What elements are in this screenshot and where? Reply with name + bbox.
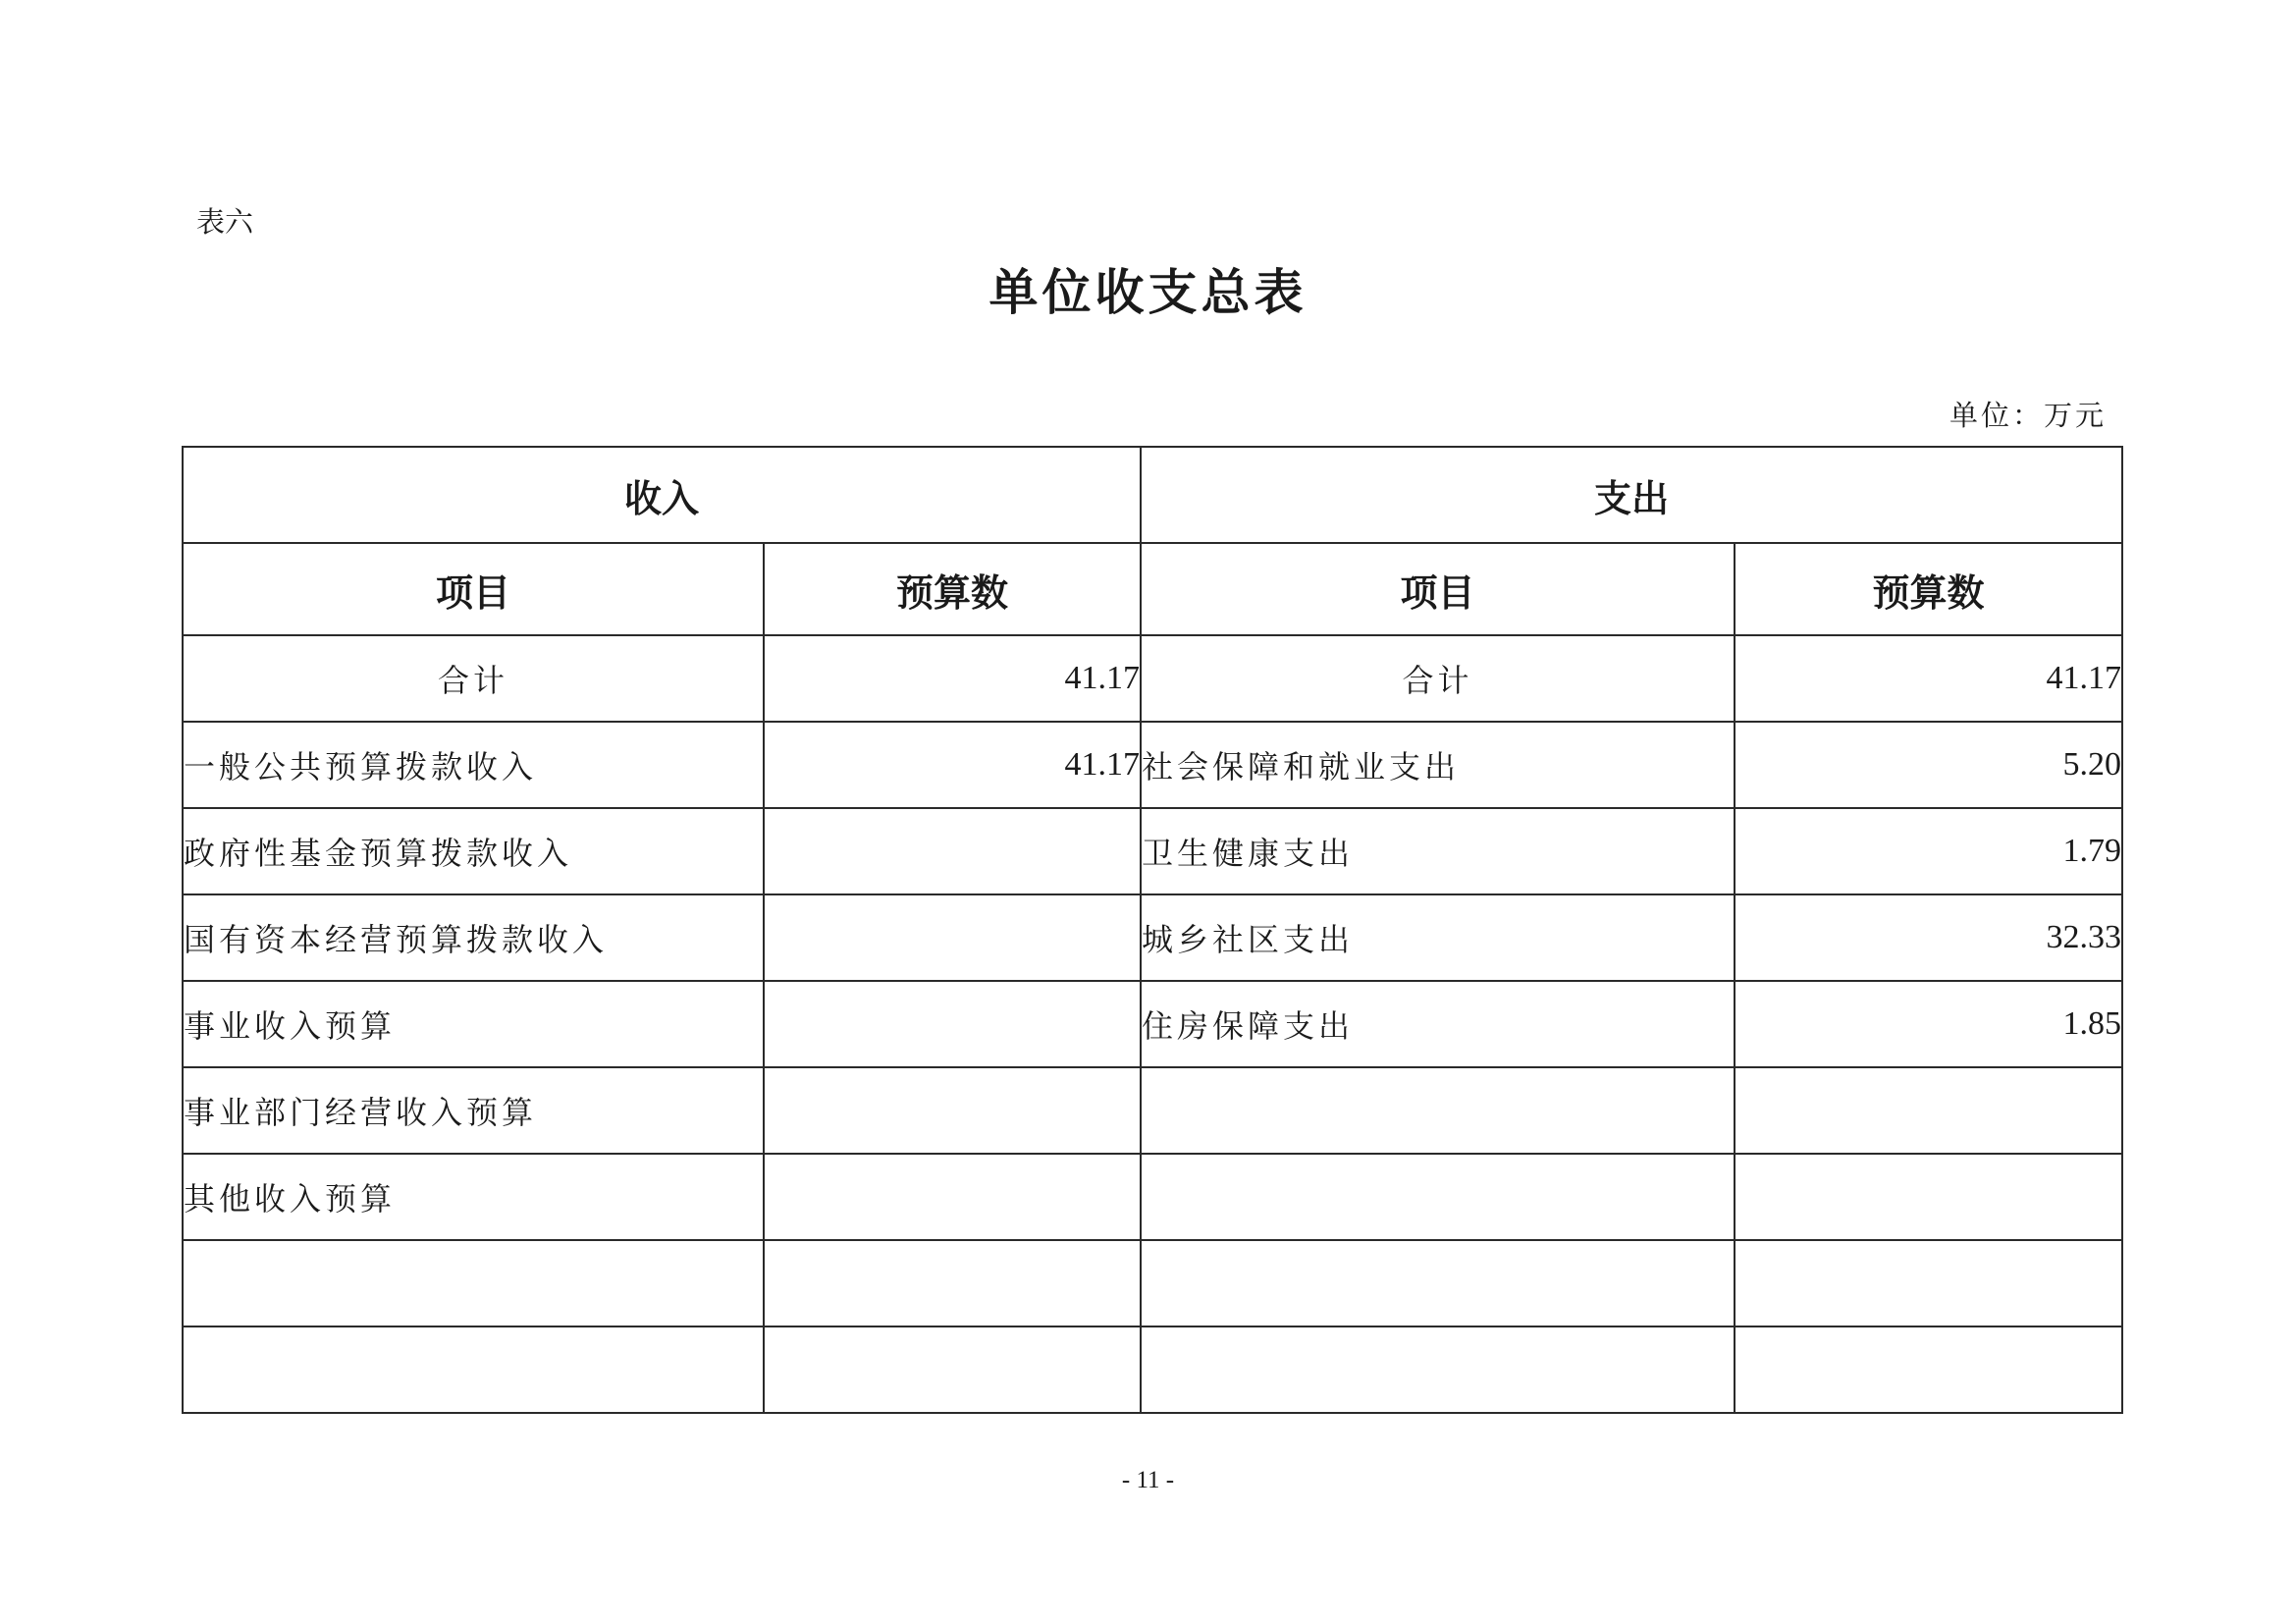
expense-item	[1141, 1067, 1735, 1154]
table-row	[183, 1240, 2122, 1326]
table-row	[183, 1154, 2122, 1240]
income-value	[764, 894, 1141, 981]
expense-total-value: 41.17	[1735, 635, 2122, 722]
expense-value: 32.33	[1735, 894, 2122, 981]
income-item: 其他收入预算	[183, 1154, 764, 1240]
income-total-value: 41.17	[764, 635, 1141, 722]
expense-value	[1735, 1326, 2122, 1413]
income-item	[183, 1240, 764, 1326]
income-value	[764, 1154, 1141, 1240]
expense-value	[1735, 1067, 2122, 1154]
expense-item: 住房保障支出	[1141, 981, 1735, 1067]
table-label: 表六	[196, 205, 254, 239]
page-number: - 11 -	[1121, 1467, 1175, 1493]
income-item: 事业收入预算	[183, 981, 764, 1067]
table-row	[183, 1067, 2122, 1154]
table-row	[183, 808, 2122, 894]
expense-item: 城乡社区支出	[1141, 894, 1735, 981]
table-row	[183, 894, 2122, 981]
expense-item	[1141, 1326, 1735, 1413]
income-item-header: 项目	[183, 543, 764, 635]
income-item: 国有资本经营预算拨款收入	[183, 894, 764, 981]
column-header-row	[183, 543, 2122, 635]
income-item: 政府性基金预算拨款收入	[183, 808, 764, 894]
income-value	[764, 1326, 1141, 1413]
income-value	[764, 981, 1141, 1067]
expense-budget-header: 预算数	[1735, 543, 2122, 635]
expense-value	[1735, 1240, 2122, 1326]
expense-item	[1141, 1240, 1735, 1326]
group-header-row	[183, 447, 2122, 543]
expense-value: 1.85	[1735, 981, 2122, 1067]
expense-total-label: 合计	[1141, 635, 1735, 722]
expense-group-header: 支出	[1141, 447, 2122, 543]
income-item: 一般公共预算拨款收入	[183, 722, 764, 808]
expense-value: 5.20	[1735, 722, 2122, 808]
expense-item-header: 项目	[1141, 543, 1735, 635]
expense-value: 1.79	[1735, 808, 2122, 894]
expense-item	[1141, 1154, 1735, 1240]
income-value	[764, 808, 1141, 894]
income-item: 事业部门经营收入预算	[183, 1067, 764, 1154]
income-total-label: 合计	[183, 635, 764, 722]
unit-label: 单位：万元	[1949, 399, 2107, 432]
expense-item: 卫生健康支出	[1141, 808, 1735, 894]
income-group-header: 收入	[183, 447, 1141, 543]
income-value	[764, 1067, 1141, 1154]
table-row	[183, 722, 2122, 808]
page-title: 单位收支总表	[988, 264, 1308, 321]
budget-summary-table	[182, 446, 2123, 1414]
table-row	[183, 981, 2122, 1067]
income-value	[764, 1240, 1141, 1326]
income-item	[183, 1326, 764, 1413]
income-value: 41.17	[764, 722, 1141, 808]
total-row	[183, 635, 2122, 722]
table-row	[183, 1326, 2122, 1413]
expense-item: 社会保障和就业支出	[1141, 722, 1735, 808]
expense-value	[1735, 1154, 2122, 1240]
income-budget-header: 预算数	[764, 543, 1141, 635]
